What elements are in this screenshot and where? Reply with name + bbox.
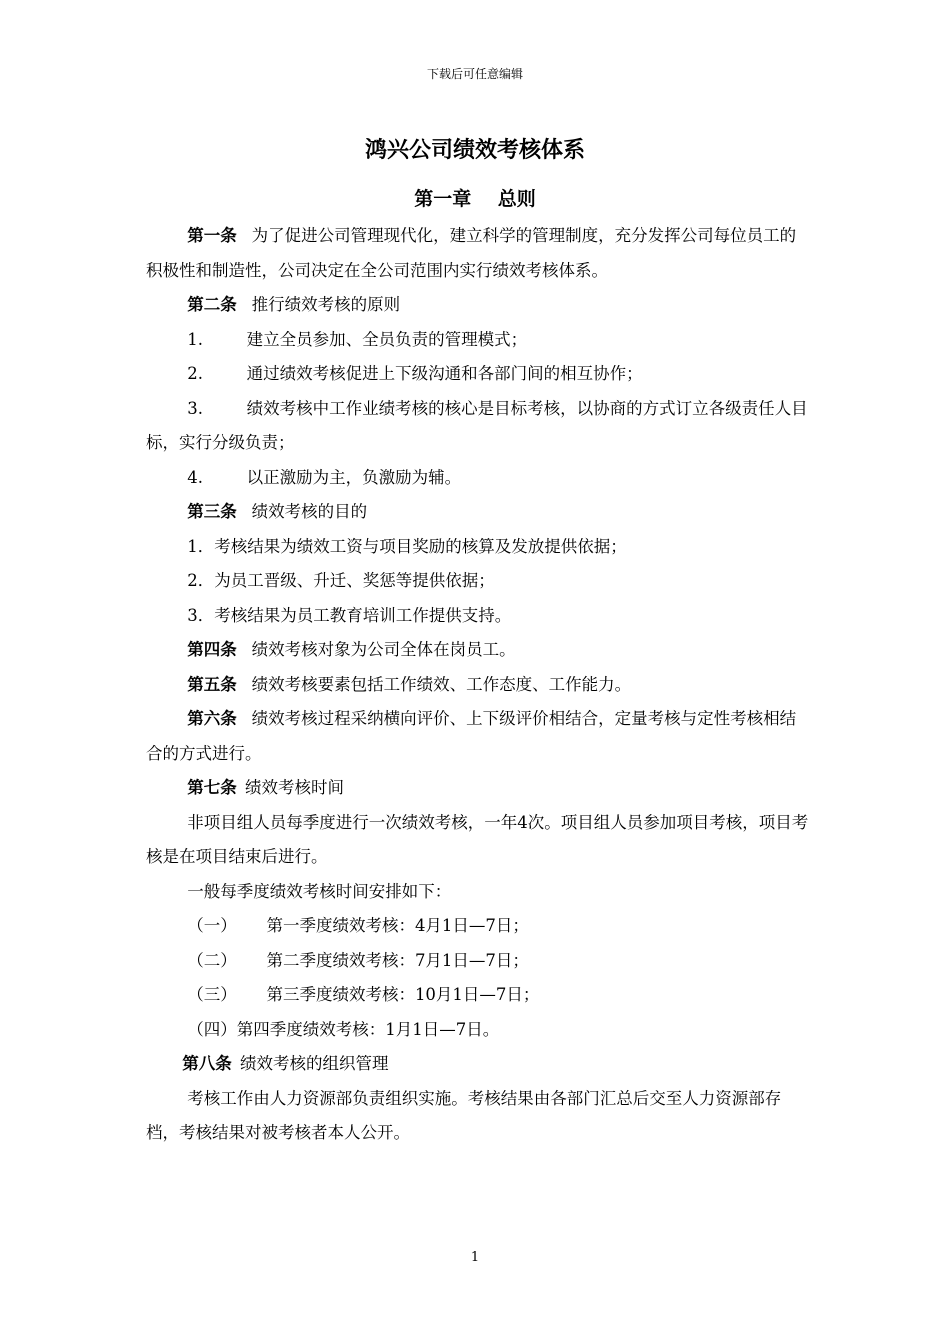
quarter-number: （三） bbox=[187, 985, 237, 1004]
item-number: 1. bbox=[187, 329, 203, 349]
schedule-intro: 一般每季度绩效考核时间安排如下： bbox=[187, 881, 452, 901]
article-text: 绩效考核的组织管理 bbox=[240, 1054, 389, 1073]
principle-item bbox=[146, 461, 810, 496]
quarter-item: （四）第四季度绩效考核：1月1日—7日。 bbox=[187, 1019, 500, 1039]
quarter-item bbox=[146, 978, 810, 1013]
principle-item bbox=[146, 323, 810, 358]
quarter-item bbox=[146, 909, 810, 944]
article-1 bbox=[146, 219, 810, 288]
purpose-item: 1．考核结果为绩效工资与项目奖励的核算及发放提供依据； bbox=[187, 536, 627, 556]
article-label: 第二条 bbox=[187, 295, 237, 314]
article-5 bbox=[146, 668, 810, 703]
article-label: 第八条 bbox=[182, 1054, 232, 1073]
quarter-number: （二） bbox=[187, 950, 237, 970]
article-text: 绩效考核对象为公司全体在岗员工。 bbox=[251, 640, 516, 659]
article-text: 为了促进公司管理现代化，建立科学的管理制度，充分发挥公司每位员工的积极性和制造性，公司决定在全公司范围内实行绩效考核体系。 bbox=[146, 226, 797, 280]
page-number: 1 bbox=[470, 1250, 480, 1265]
article-3 bbox=[146, 495, 810, 530]
item-text: 以正激励为主，负激励为辅。 bbox=[246, 467, 462, 487]
item-text: 绩效考核中工作业绩考核的核心是目标考核，以协商的方式订立各级责任人目标，实行分级负责； bbox=[146, 398, 808, 452]
article-label: 第一条 bbox=[187, 226, 237, 245]
quarter-text: 第三季度绩效考核：10月1日—7日； bbox=[266, 985, 540, 1004]
article-label: 第六条 bbox=[187, 709, 237, 728]
article-2 bbox=[146, 288, 810, 323]
article-text: 推行绩效考核的原则 bbox=[251, 295, 401, 314]
article-label: 第五条 bbox=[187, 674, 237, 694]
article-text: 绩效考核过程采纳横向评价、上下级评价相结合，定量考核与定性考核相结合的方式进行。 bbox=[146, 709, 797, 763]
item-number: 2. bbox=[187, 364, 203, 383]
principle-item bbox=[146, 392, 810, 461]
article-text: 绩效考核时间 bbox=[245, 778, 344, 797]
principle-item bbox=[146, 357, 810, 392]
article-6 bbox=[146, 702, 810, 771]
item-number: 3. bbox=[187, 398, 203, 418]
header-note: 下载后可任意编辑 bbox=[426, 67, 523, 81]
article-4 bbox=[146, 633, 810, 668]
schedule-paragraph: 非项目组人员每季度进行一次绩效考核，一年4次。项目组人员参加项目考核，项目考核是在项目结束后进行。 bbox=[146, 812, 809, 866]
article-7 bbox=[146, 771, 810, 806]
quarter-number: （一） bbox=[187, 916, 237, 935]
document-body bbox=[146, 219, 810, 1151]
document-title: 鸿兴公司绩效考核体系 bbox=[364, 137, 585, 163]
quarter-item bbox=[146, 944, 810, 979]
article-label: 第七条 bbox=[187, 778, 237, 797]
quarter-text: 第一季度绩效考核：4月1日—7日； bbox=[266, 916, 529, 935]
organization-paragraph: 考核工作由人力资源部负责组织实施。考核结果由各部门汇总后交至人力资源部存档，考核结果对被考核者本人公开。 bbox=[146, 1088, 782, 1142]
purpose-item: 2．为员工晋级、升迁、奖惩等提供依据； bbox=[187, 571, 495, 590]
article-8 bbox=[146, 1047, 810, 1082]
purpose-item: 3．考核结果为员工教育培训工作提供支持。 bbox=[187, 605, 512, 625]
article-label: 第三条 bbox=[187, 502, 237, 521]
item-text: 通过绩效考核促进上下级沟通和各部门间的相互协作； bbox=[246, 364, 643, 383]
item-number: 4. bbox=[187, 467, 203, 487]
article-text: 绩效考核的目的 bbox=[251, 502, 368, 521]
quarter-text: 第二季度绩效考核：7月1日—7日； bbox=[266, 950, 529, 970]
article-text: 绩效考核要素包括工作绩效、工作态度、工作能力。 bbox=[251, 674, 632, 694]
item-text: 建立全员参加、全员负责的管理模式； bbox=[246, 329, 528, 349]
chapter-heading: 第一章 总则 bbox=[414, 188, 536, 210]
article-label: 第四条 bbox=[187, 640, 237, 659]
